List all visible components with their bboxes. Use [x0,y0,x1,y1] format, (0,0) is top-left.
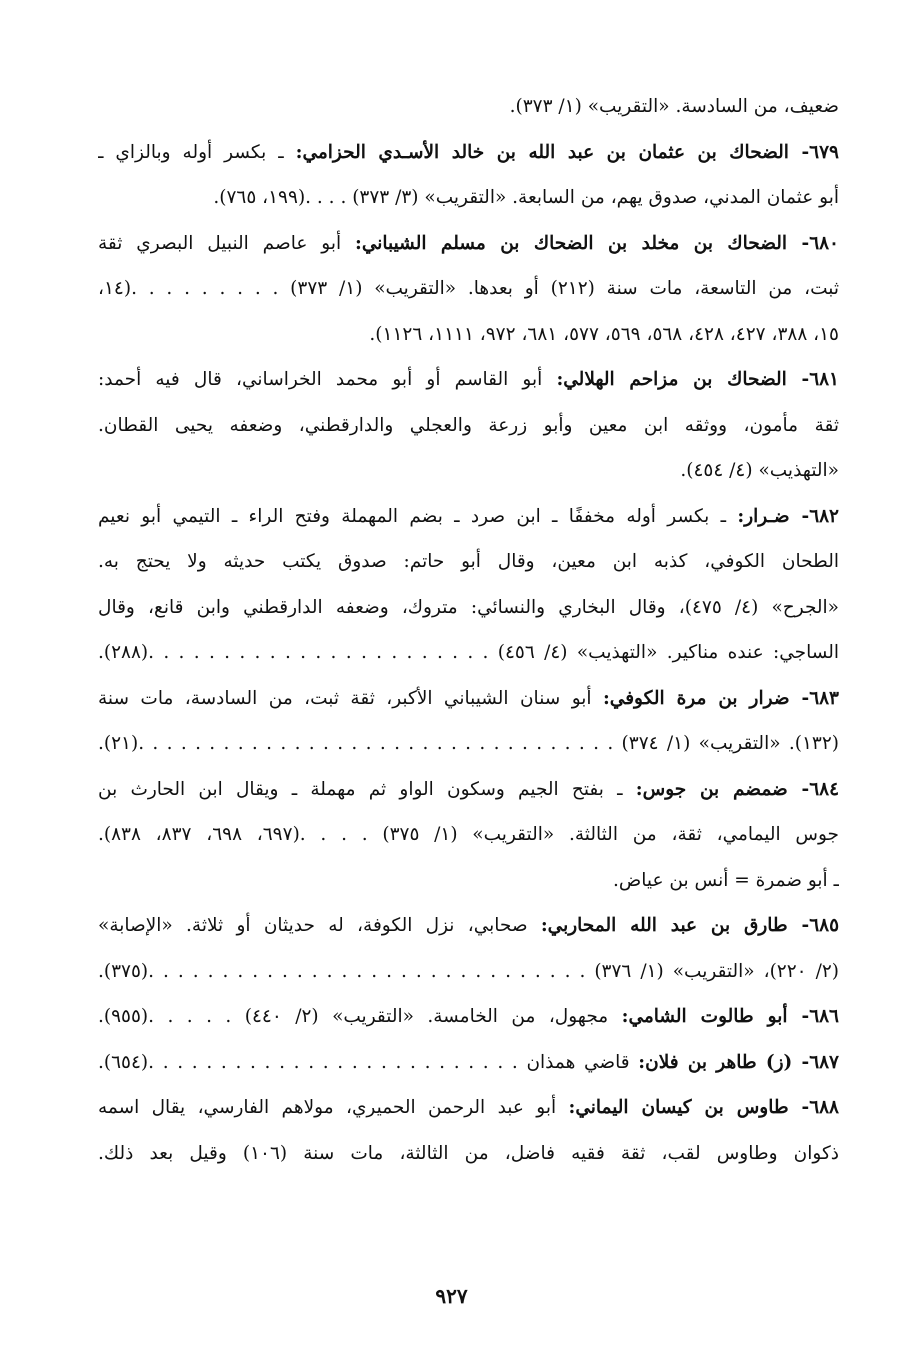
text-line [98,994,839,1040]
entry-heading: ٦٨٧- (ز) طاهر بن فلان: [638,1051,839,1073]
entry-text: مجهول، من الخامسة. «التقريب» (٢/ ٤٤٠) . . . . .(٩٥٥). [98,1006,622,1027]
entry-text: جوس اليمامي، ثقة، من الثالثة. «التقريب» (١/ ٣٧٥) . . . .(٦٩٧، ٦٩٨، ٨٣٧، ٨٣٨). [98,824,839,845]
text-line [98,903,839,949]
text-line [98,312,839,358]
entry-text: أبو القاسم أو أبو محمد الخراساني، قال فيه أحمد: [98,369,557,390]
entry-text: أبو عثمان المدني، صدوق يهم، من السابعة. «التقريب» (٣/ ٣٧٣) . . . .(١٩٩، ٧٦٥). [213,187,839,208]
text-line [98,767,839,813]
text-line [98,630,839,676]
text-line [98,403,839,449]
entry-text: (١٣٢). «التقريب» (١/ ٣٧٤) . . . . . . . . . . . . . . . . . . . . . . . . . . . . . . . . . .(٢١). [98,733,839,754]
text-line [98,357,839,403]
entry-text: ١٥، ٣٨٨، ٤٢٧، ٤٢٨، ٥٦٨، ٥٦٩، ٥٧٧، ٦٨١، ٩٧٢، ١١١١، ١١٢٦). [369,323,839,345]
text-line [98,585,839,631]
text-line [98,539,839,585]
entry-text: أبو عبد الرحمن الحميري، مولاهم الفارسي، يقال اسمه [98,1097,569,1118]
text-line [98,448,839,494]
entry-text: «الجرح» (٤/ ٤٧٥)، وقال البخاري والنسائي: متروك، وضعفه الدارقطني وابن قانع، وقال [98,596,839,618]
entry-text: الطحان الكوفي، كذبه ابن معين، وقال أبو حاتم: صدوق يكتب حديثه ولا يحتج به. [98,551,839,572]
entry-text: أبو عاصم النبيل البصري ثقة [98,232,355,254]
entry-text: صحابي، نزل الكوفة، له حديثان أو ثلاثة. «الإصابة» [98,915,541,936]
entry-text: أبو سنان الشيباني الأكبر، ثقة ثبت، من السادسة، مات سنة [98,687,603,709]
entry-heading: ٦٨٤- ضمضم بن جوس: [635,778,839,800]
page-number: ٩٢٧ [435,1284,468,1308]
text-line [98,266,839,312]
text-line [98,812,839,858]
entry-heading: ٦٧٩- الضحاك بن عثمان بن عبد الله بن خالد الأسـدي الحزامي: [295,141,839,163]
text-line [98,858,839,904]
entry-text: ـ بفتح الجيم وسكون الواو ثم مهملة ـ ويقال ابن الحارث بن [98,778,636,800]
entry-heading: ٦٨١- الضحاك بن مزاحم الهلالي: [556,369,839,390]
entry-heading: ٦٨٢- ضـرار: [737,505,839,527]
text-line [98,175,839,221]
entry-text: قاضي همذان . . . . . . . . . . . . . . . . . . . . . . . . . .(٦٥٤). [98,1051,639,1073]
entry-text: ـ بكسر أوله مخففًا ـ ابن صرد ـ بضم المهملة وفتح الراء ـ التيمي أبو نعيم [98,505,738,527]
entry-text: الساجي: عنده مناكير. «التهذيب» (٤/ ٤٥٦) . . . . . . . . . . . . . . . . . . . . . . .(٢٨٨). [98,642,839,663]
text-line [98,1040,839,1086]
entry-heading: ٦٨٦- أبو طالوت الشامي: [621,1006,839,1027]
text-line [98,676,839,722]
text-line [98,221,839,267]
entry-text: ذكوان وطاوس لقب، ثقة فقيه فاضل، من الثالثة، مات سنة (١٠٦) وقيل بعد ذلك. [98,1142,839,1164]
entry-text: ثقة مأمون، ووثقه ابن معين وأبو زرعة والعجلي والدارقطني، وضعفه يحيى القطان. [98,414,839,436]
entry-text: ـ بكسر أوله وبالزاي ـ [98,141,296,163]
text-line [98,949,839,995]
entry-text: ضعيف، من السادسة. «التقريب» (١/ ٣٧٣). [509,96,839,117]
text-line [98,1085,839,1131]
entry-text: «التهذيب» (٤/ ٤٥٤). [680,460,839,481]
entry-heading: ٦٨٥- طارق بن عبد الله المحاربي: [540,915,839,936]
text-line [98,130,839,176]
entry-heading: ٦٨٨- طاوس بن كيسان اليماني: [568,1097,839,1118]
text-line [98,721,839,767]
text-line [98,1131,839,1177]
entry-text: ثبت، من التاسعة، مات سنة (٢١٢) أو بعدها. «التقريب» (١/ ٣٧٣) . . . . . . . . .(١٤، [98,278,839,299]
entry-text: (٢/ ٢٢٠)، «التقريب» (١/ ٣٧٦) . . . . . . . . . . . . . . . . . . . . . . . . . . . . . .(٣٧٥). [98,960,839,982]
entry-heading: ٦٨٠- الضحاك بن مخلد بن الضحاك بن مسلم الشيباني: [354,232,839,254]
text-line [98,494,839,540]
text-line [98,84,839,130]
page-body [98,84,839,1176]
entry-text: ـ أبو ضمرة = أنس بن عياض. [613,869,839,891]
entry-heading: ٦٨٣- ضرار بن مرة الكوفي: [602,687,839,709]
